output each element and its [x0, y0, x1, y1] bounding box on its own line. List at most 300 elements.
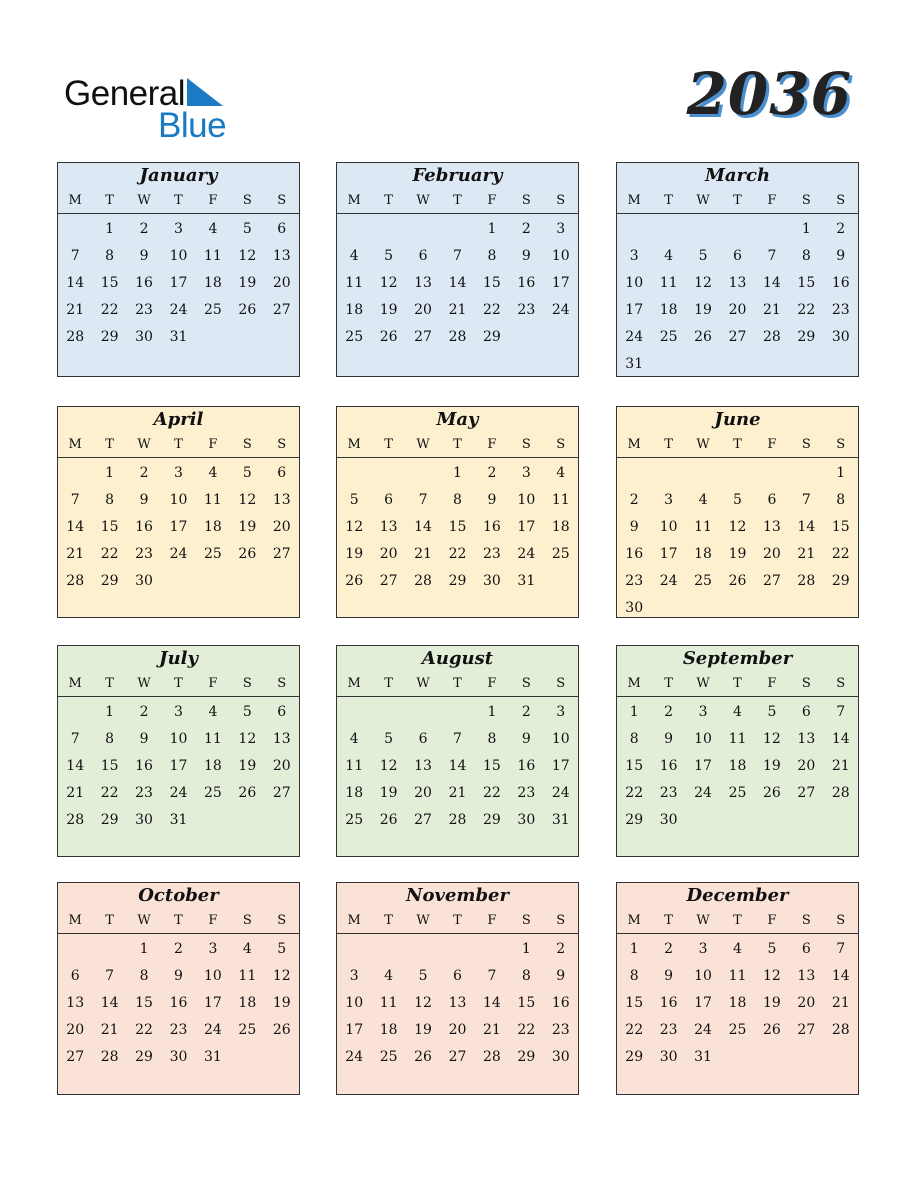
day-cell: 19 [414, 1022, 432, 1038]
day-cell: 9 [139, 492, 149, 508]
day-cell: 30 [169, 1049, 188, 1065]
day-cell: 21 [448, 302, 467, 318]
weekday-label: S [521, 437, 531, 452]
empty-day-cell [196, 324, 230, 351]
day-cell: 9 [174, 968, 183, 984]
weekday-label: M [347, 913, 361, 928]
week-row [58, 963, 299, 990]
day-cell: 7 [801, 492, 811, 508]
day-cell: 25 [728, 785, 747, 801]
week-row [58, 753, 299, 780]
empty-day-cell [789, 351, 823, 378]
day-cell: 5 [384, 731, 394, 747]
day-cell: 28 [448, 812, 467, 828]
weekday-label: F [487, 676, 497, 691]
day-cell: 2 [836, 221, 846, 237]
day-cell: 27 [272, 302, 291, 318]
day-cell: 16 [517, 758, 536, 774]
day-cell: 5 [242, 465, 252, 481]
empty-day-cell [720, 351, 754, 378]
day-cell: 14 [66, 758, 85, 774]
day-cell: 11 [728, 968, 747, 984]
day-cell: 15 [100, 758, 119, 774]
day-cell: 1 [487, 704, 497, 720]
day-cell: 16 [831, 275, 850, 291]
day-cell: 29 [448, 573, 467, 589]
day-cell: 20 [272, 275, 291, 291]
day-cell: 15 [100, 275, 119, 291]
day-cell: 6 [733, 248, 742, 264]
day-cell: 8 [801, 248, 811, 264]
day-cell: 10 [169, 248, 188, 264]
day-cell: 28 [66, 812, 85, 828]
day-cell: 8 [521, 968, 531, 984]
week-row [617, 780, 858, 807]
empty-day-cell [789, 595, 823, 622]
weekday-label: S [836, 193, 846, 208]
day-cell: 11 [728, 731, 747, 747]
day-cell: 21 [762, 302, 781, 318]
day-cell: 20 [379, 546, 398, 562]
weekday-label: T [105, 193, 114, 208]
empty-day-cell [440, 216, 474, 243]
day-cell: 12 [694, 275, 712, 291]
weekday-header-row [337, 189, 578, 214]
weekday-header-row [337, 433, 578, 458]
day-cell: 19 [762, 758, 781, 774]
day-cell: 8 [629, 968, 639, 984]
day-cell: 6 [277, 465, 287, 481]
day-cell: 2 [139, 221, 149, 237]
day-cell: 7 [487, 968, 497, 984]
day-cell: 21 [66, 546, 85, 562]
day-cell: 19 [238, 758, 257, 774]
day-cell: 8 [487, 248, 497, 264]
day-cell: 30 [135, 573, 153, 589]
day-cell: 2 [174, 941, 183, 957]
day-grid [617, 697, 858, 834]
weekday-header-row [617, 189, 858, 214]
weekday-label: S [556, 913, 566, 928]
empty-day-cell [92, 936, 126, 963]
weekday-label: T [733, 913, 742, 928]
day-cell: 12 [762, 968, 781, 984]
day-cell: 16 [625, 546, 644, 562]
day-cell: 19 [238, 519, 257, 535]
weekday-label: W [137, 913, 151, 928]
day-cell: 15 [625, 995, 644, 1011]
empty-day-cell [789, 460, 823, 487]
day-cell: 21 [831, 758, 850, 774]
empty-day-cell [371, 216, 405, 243]
day-cell: 3 [698, 941, 708, 957]
day-cell: 23 [517, 302, 536, 318]
day-cell: 17 [169, 519, 188, 535]
day-cell: 30 [135, 329, 153, 345]
day-cell: 23 [659, 1022, 678, 1038]
day-cell: 4 [208, 221, 218, 237]
day-cell: 26 [694, 329, 712, 345]
empty-day-cell [509, 324, 543, 351]
day-cell: 12 [345, 519, 364, 535]
day-cell: 6 [453, 968, 462, 984]
day-cell: 18 [379, 1022, 398, 1038]
weekday-label: T [664, 437, 673, 452]
day-cell: 26 [272, 1022, 291, 1038]
month-september [616, 645, 859, 857]
day-cell: 9 [836, 248, 846, 264]
day-cell: 22 [517, 1022, 536, 1038]
day-cell: 10 [203, 968, 222, 984]
day-cell: 5 [242, 221, 252, 237]
day-cell: 25 [203, 546, 222, 562]
day-cell: 6 [384, 492, 394, 508]
empty-day-cell [58, 216, 92, 243]
weekday-header-row [337, 672, 578, 697]
month-october [57, 882, 300, 1095]
day-cell: 11 [551, 492, 570, 508]
day-cell: 27 [66, 1049, 85, 1065]
week-row [58, 990, 299, 1017]
empty-day-cell [371, 699, 405, 726]
day-cell: 8 [487, 731, 497, 747]
day-cell: 20 [66, 1022, 85, 1038]
day-cell: 7 [70, 248, 80, 264]
weekday-label: T [733, 193, 742, 208]
week-row [58, 936, 299, 963]
empty-day-cell [720, 460, 754, 487]
weekday-label: T [174, 193, 183, 208]
day-cell: 24 [169, 302, 188, 318]
day-cell: 16 [659, 758, 678, 774]
day-cell: 30 [517, 812, 536, 828]
day-cell: 24 [203, 1022, 222, 1038]
day-grid [617, 934, 858, 1071]
day-cell: 1 [105, 465, 115, 481]
week-row [337, 1017, 578, 1044]
week-row [617, 1017, 858, 1044]
empty-day-cell [651, 216, 685, 243]
day-cell: 25 [379, 1049, 398, 1065]
day-cell: 17 [169, 275, 188, 291]
day-cell: 15 [448, 519, 467, 535]
day-cell: 29 [100, 812, 119, 828]
day-cell: 2 [664, 941, 674, 957]
day-cell: 10 [551, 731, 570, 747]
day-cell: 29 [797, 329, 816, 345]
week-row [337, 807, 578, 834]
empty-day-cell [720, 216, 754, 243]
day-cell: 14 [66, 519, 85, 535]
week-row [337, 990, 578, 1017]
month-name: December [686, 885, 789, 906]
week-row [58, 216, 299, 243]
day-cell: 28 [448, 329, 467, 345]
month-august [336, 645, 579, 857]
day-cell: 13 [272, 492, 291, 508]
day-cell: 29 [625, 812, 644, 828]
weekday-label: W [137, 676, 151, 691]
week-row [337, 699, 578, 726]
day-cell: 9 [556, 968, 566, 984]
day-cell: 27 [379, 573, 398, 589]
day-cell: 4 [698, 492, 708, 508]
day-cell: 12 [238, 492, 257, 508]
empty-day-cell [406, 460, 440, 487]
day-cell: 7 [70, 731, 80, 747]
day-cell: 30 [482, 573, 501, 589]
day-cell: 5 [733, 492, 742, 508]
day-cell: 19 [694, 302, 712, 318]
weekday-label: W [696, 913, 710, 928]
weekday-label: W [696, 676, 710, 691]
day-cell: 28 [100, 1049, 119, 1065]
day-cell: 21 [66, 302, 85, 318]
day-cell: 31 [551, 812, 570, 828]
day-cell: 22 [625, 1022, 644, 1038]
weekday-label: W [137, 437, 151, 452]
weekday-label: F [767, 913, 777, 928]
day-cell: 31 [169, 812, 188, 828]
weekday-label: S [242, 437, 252, 452]
weekday-label: T [453, 193, 462, 208]
day-cell: 8 [105, 248, 115, 264]
weekday-label: F [208, 913, 218, 928]
day-cell: 14 [482, 995, 501, 1011]
weekday-header-row [58, 909, 299, 934]
day-cell: 4 [384, 968, 394, 984]
day-cell: 11 [203, 731, 222, 747]
day-cell: 23 [135, 785, 153, 801]
day-cell: 11 [203, 248, 222, 264]
weekday-label: S [242, 193, 252, 208]
day-cell: 12 [238, 731, 257, 747]
empty-day-cell [265, 324, 299, 351]
month-name: March [704, 165, 771, 186]
day-cell: 11 [345, 275, 364, 291]
day-cell: 9 [521, 731, 531, 747]
empty-day-cell [755, 1044, 789, 1071]
empty-day-cell [755, 807, 789, 834]
weekday-label: M [347, 676, 361, 691]
day-cell: 12 [238, 248, 257, 264]
day-cell: 28 [482, 1049, 501, 1065]
day-cell: 8 [629, 731, 639, 747]
day-cell: 30 [831, 329, 850, 345]
weekday-label: W [416, 437, 430, 452]
day-cell: 4 [733, 941, 742, 957]
day-cell: 26 [414, 1049, 432, 1065]
empty-day-cell [755, 216, 789, 243]
day-cell: 17 [517, 519, 536, 535]
day-cell: 21 [66, 785, 85, 801]
day-cell: 22 [100, 302, 119, 318]
day-cell: 28 [66, 573, 85, 589]
day-cell: 12 [762, 731, 781, 747]
day-cell: 9 [664, 968, 674, 984]
day-cell: 29 [831, 573, 850, 589]
month-name: October [138, 885, 219, 906]
weekday-label: S [277, 437, 287, 452]
empty-day-cell [651, 460, 685, 487]
weekday-label: W [416, 676, 430, 691]
empty-day-cell [686, 216, 720, 243]
week-row [617, 699, 858, 726]
week-row [337, 216, 578, 243]
day-cell: 31 [169, 329, 188, 345]
weekday-label: M [627, 913, 641, 928]
day-cell: 25 [728, 1022, 747, 1038]
empty-day-cell [475, 936, 509, 963]
day-cell: 25 [551, 546, 570, 562]
weekday-label: T [105, 437, 114, 452]
week-row [58, 541, 299, 568]
week-row [337, 324, 578, 351]
weekday-label: S [836, 676, 846, 691]
day-cell: 16 [135, 758, 153, 774]
day-cell: 20 [272, 519, 291, 535]
weekday-label: T [733, 676, 742, 691]
day-cell: 1 [629, 941, 639, 957]
day-cell: 2 [139, 704, 149, 720]
empty-day-cell [406, 216, 440, 243]
day-cell: 25 [694, 573, 712, 589]
empty-day-cell [58, 699, 92, 726]
weekday-label: T [174, 676, 183, 691]
empty-day-cell [755, 595, 789, 622]
weekday-header-row [617, 909, 858, 934]
weekday-label: F [767, 437, 777, 452]
day-grid [337, 458, 578, 595]
day-cell: 5 [242, 704, 252, 720]
day-cell: 16 [135, 519, 153, 535]
weekday-label: W [137, 193, 151, 208]
day-cell: 7 [767, 248, 777, 264]
day-cell: 12 [728, 519, 747, 535]
day-cell: 27 [728, 329, 747, 345]
empty-day-cell [755, 351, 789, 378]
day-cell: 31 [203, 1049, 222, 1065]
day-cell: 10 [694, 731, 712, 747]
day-cell: 4 [208, 465, 218, 481]
day-cell: 3 [521, 465, 531, 481]
weekday-label: T [664, 193, 673, 208]
day-cell: 12 [272, 968, 291, 984]
weekday-label: S [556, 193, 566, 208]
weekday-label: S [277, 913, 287, 928]
weekday-label: S [521, 913, 531, 928]
day-cell: 4 [208, 704, 218, 720]
week-row [617, 990, 858, 1017]
week-row [617, 270, 858, 297]
week-row [58, 726, 299, 753]
day-cell: 17 [625, 302, 644, 318]
empty-day-cell [544, 324, 578, 351]
day-cell: 22 [100, 785, 119, 801]
day-cell: 23 [551, 1022, 570, 1038]
empty-day-cell [337, 460, 371, 487]
day-cell: 7 [70, 492, 80, 508]
day-cell: 11 [203, 492, 222, 508]
week-row [58, 1017, 299, 1044]
weekday-label: W [416, 913, 430, 928]
day-cell: 4 [556, 465, 566, 481]
weekday-label: M [347, 193, 361, 208]
day-cell: 23 [831, 302, 850, 318]
weekday-label: T [733, 437, 742, 452]
day-cell: 8 [836, 492, 846, 508]
weekday-label: S [277, 676, 287, 691]
weekday-label: M [627, 193, 641, 208]
day-cell: 10 [345, 995, 364, 1011]
day-cell: 22 [625, 785, 644, 801]
weekday-label: T [664, 676, 673, 691]
empty-day-cell [686, 595, 720, 622]
empty-day-cell [440, 936, 474, 963]
weekday-label: S [521, 676, 531, 691]
day-cell: 18 [551, 519, 570, 535]
day-cell: 27 [414, 812, 432, 828]
weekday-label: M [68, 193, 82, 208]
day-cell: 9 [139, 731, 149, 747]
empty-day-cell [720, 595, 754, 622]
day-cell: 23 [517, 785, 536, 801]
day-cell: 26 [762, 785, 781, 801]
day-grid [58, 697, 299, 834]
general-blue-logo [64, 74, 234, 144]
weekday-label: F [767, 193, 777, 208]
day-cell: 30 [659, 1049, 678, 1065]
weekday-label: S [801, 437, 811, 452]
week-row [617, 753, 858, 780]
day-cell: 20 [414, 785, 432, 801]
empty-day-cell [720, 1044, 754, 1071]
empty-day-cell [686, 351, 720, 378]
day-cell: 16 [135, 275, 153, 291]
weekday-label: T [453, 437, 462, 452]
empty-day-cell [337, 216, 371, 243]
empty-day-cell [265, 568, 299, 595]
day-cell: 27 [762, 573, 781, 589]
weekday-label: T [384, 437, 393, 452]
day-cell: 4 [733, 704, 742, 720]
day-cell: 11 [379, 995, 398, 1011]
day-cell: 7 [453, 731, 462, 747]
weekday-header-row [617, 433, 858, 458]
day-cell: 16 [482, 519, 501, 535]
month-may [336, 406, 579, 618]
weekday-label: S [801, 913, 811, 928]
weekday-label: T [105, 676, 114, 691]
day-cell: 27 [414, 329, 432, 345]
day-cell: 30 [551, 1049, 570, 1065]
week-row [58, 270, 299, 297]
day-cell: 21 [797, 546, 816, 562]
day-cell: 30 [135, 812, 153, 828]
empty-day-cell [824, 595, 858, 622]
day-cell: 14 [66, 275, 85, 291]
weekday-header-row [58, 433, 299, 458]
weekday-label: T [384, 193, 393, 208]
month-april [57, 406, 300, 618]
day-cell: 22 [482, 302, 501, 318]
day-cell: 18 [203, 758, 222, 774]
day-cell: 10 [551, 248, 570, 264]
empty-day-cell [337, 699, 371, 726]
day-cell: 24 [517, 546, 536, 562]
day-cell: 2 [521, 704, 531, 720]
day-cell: 6 [70, 968, 80, 984]
